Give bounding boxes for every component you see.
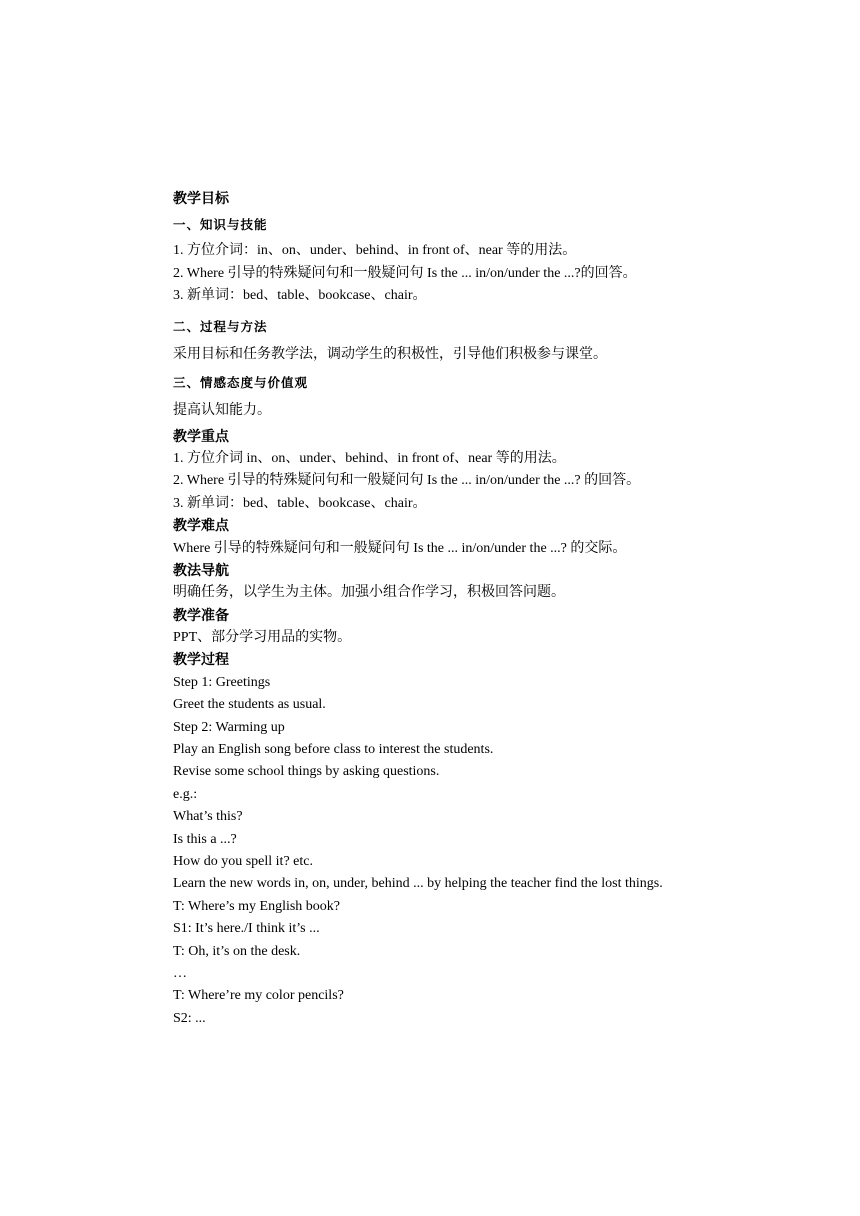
procedure-line: e.g.: — [173, 786, 198, 802]
procedure-line: Revise some school things by asking questions. — [173, 764, 440, 780]
process-method-heading: 二、过程与方法 — [173, 318, 268, 334]
attitude-values-text: 提高认知能力。 — [173, 402, 271, 418]
procedure-line: S2: ... — [173, 1010, 206, 1026]
difficulties-text: Where 引导的特殊疑问句和一般疑问句 Is the ... in/on/under the ...? 的交际。 — [173, 540, 627, 556]
procedure-heading: 教学过程 — [173, 652, 229, 669]
knowledge-item: 3. 新单词：bed、table、bookcase、chair。 — [173, 288, 427, 304]
procedure-line: Greet the students as usual. — [173, 697, 326, 713]
key-point-item: 2. Where 引导的特殊疑问句和一般疑问句 Is the ... in/on/under the ...? 的回答。 — [173, 473, 641, 489]
procedure-line: What’s this? — [173, 809, 243, 825]
teaching-method-text: 明确任务，以学生为主体。加强小组合作学习，积极回答问题。 — [173, 585, 565, 601]
key-points-heading: 教学重点 — [173, 428, 229, 445]
procedure-line: S1: It’s here./I think it’s ... — [173, 921, 320, 937]
difficulties-heading: 教学难点 — [173, 518, 229, 535]
objectives-heading: 教学目标 — [173, 191, 229, 207]
preparation-heading: 教学准备 — [173, 607, 229, 624]
procedure-line: Is this a ...? — [173, 831, 237, 847]
procedure-line: Step 2: Warming up — [173, 719, 285, 735]
procedure-line: Learn the new words in, on, under, behind ... by helping the teacher find the lost things. — [173, 876, 663, 892]
key-point-item: 1. 方位介词 in、on、under、behind、in front of、near 等的用法。 — [173, 450, 566, 466]
process-method-text: 采用目标和任务教学法，调动学生的积极性，引导他们积极参与课堂。 — [173, 346, 607, 362]
procedure-line: Play an English song before class to interest the students. — [173, 742, 494, 758]
procedure-line: T: Oh, it’s on the desk. — [173, 943, 301, 959]
procedure-line: T: Where’s my English book? — [173, 898, 341, 914]
knowledge-skills-heading: 一、知识与技能 — [173, 217, 268, 233]
preparation-text: PPT、部分学习用品的实物。 — [173, 630, 352, 646]
attitude-values-heading: 三、情感态度与价值观 — [173, 374, 309, 390]
procedure-line: How do you spell it? etc. — [173, 853, 313, 869]
knowledge-item: 1. 方位介词：in、on、under、behind、in front of、near 等的用法。 — [173, 243, 577, 259]
lesson-plan-document — [173, 188, 793, 1030]
procedure-line: Step 1: Greetings — [173, 674, 271, 690]
procedure-line: T: Where’re my color pencils? — [173, 988, 344, 1004]
procedure-line: … — [173, 965, 187, 981]
key-point-item: 3. 新单词：bed、table、bookcase、chair。 — [173, 495, 427, 511]
teaching-method-heading: 教法导航 — [173, 562, 229, 579]
knowledge-item: 2. Where 引导的特殊疑问句和一般疑问句 Is the ... in/on/under the ...?的回答。 — [173, 265, 637, 281]
